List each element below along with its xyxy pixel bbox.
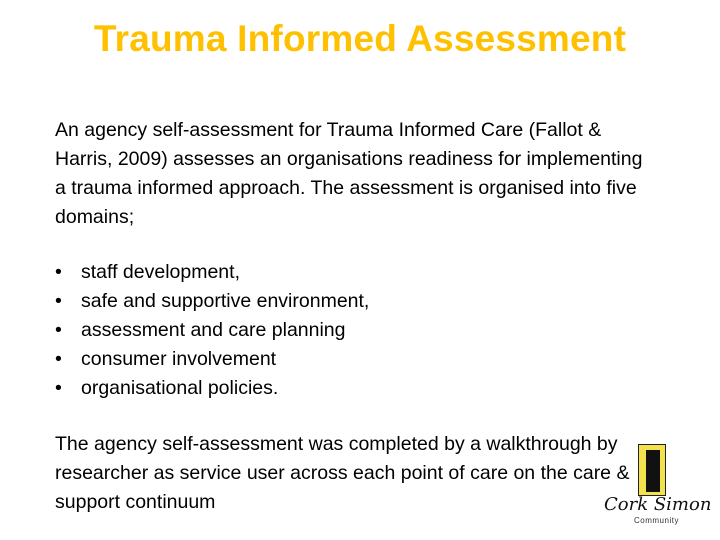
page-title: Trauma Informed Assessment (93, 18, 627, 59)
domain-label: staff development, (81, 261, 240, 283)
list-item (55, 287, 655, 316)
domain-label: safe and supportive environment, (81, 290, 370, 312)
domain-label: consumer involvement (81, 348, 277, 370)
intro-paragraph: An agency self-assessment for Trauma Informed Care (Fallot & Harris, 2009) assesses an organisations readiness for implementing a trauma informed approach. The assessment is organised into five domains; (55, 119, 643, 228)
domain-label: organisational policies. (81, 377, 279, 399)
bullet-icon: • (55, 290, 62, 312)
list-item (55, 258, 655, 287)
door-opening (646, 450, 660, 492)
list-item (55, 374, 655, 403)
bullet-icon: • (55, 348, 62, 370)
logo-wordmark: Cork Simon (604, 494, 712, 515)
list-item (55, 345, 655, 374)
bullet-icon: • (55, 377, 62, 399)
list-item (55, 316, 655, 345)
bullet-icon: • (55, 261, 62, 283)
bullet-icon: • (55, 319, 62, 341)
door-icon (638, 444, 666, 496)
closing-paragraph: The agency self-assessment was completed by a walkthrough by researcher as service user across each point of care on the care & support continuum (55, 433, 630, 513)
domain-list (55, 258, 655, 403)
cork-simon-logo (600, 444, 710, 532)
slide-body (55, 116, 655, 517)
logo-subtitle: Community (634, 516, 679, 525)
domain-label: assessment and care planning (81, 319, 346, 341)
